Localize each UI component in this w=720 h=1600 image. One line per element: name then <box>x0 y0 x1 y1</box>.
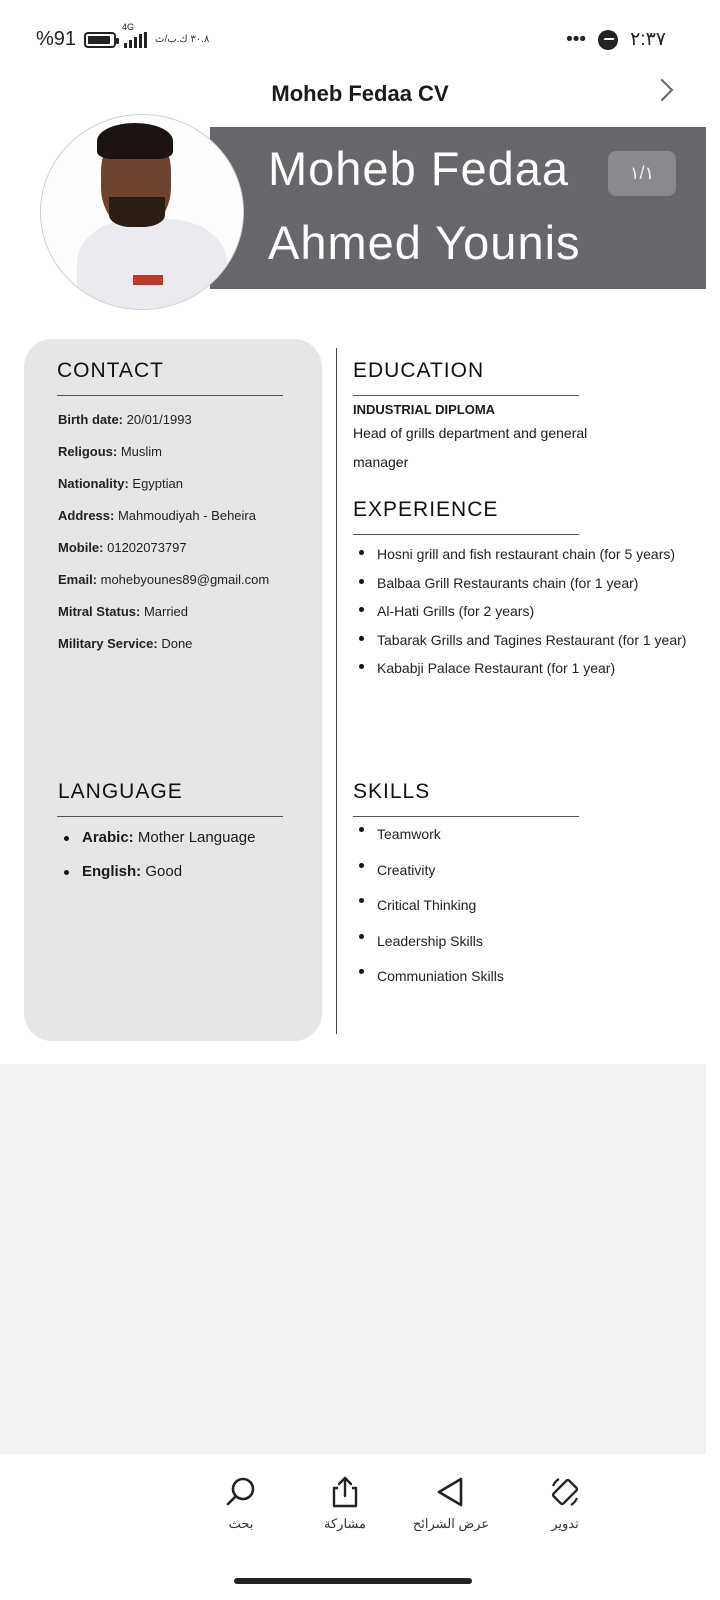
contact-birth-date: Birth date: 20/01/1993 <box>58 412 192 427</box>
search-label: بحث <box>228 1516 254 1531</box>
contact-religion: Religous: Muslim <box>58 444 163 459</box>
name-header-band <box>210 127 706 289</box>
contact-rule <box>57 395 283 396</box>
skill-item: Communiation Skills <box>359 959 504 995</box>
slideshow-label: عرض الشرائح <box>412 1516 490 1531</box>
education-heading: EDUCATION <box>353 359 485 382</box>
rotate-icon <box>547 1474 583 1510</box>
rotate-label: تدوير <box>551 1516 579 1531</box>
rotate-button[interactable] <box>510 1474 620 1532</box>
document-page[interactable] <box>0 118 706 1064</box>
profile-photo <box>40 114 244 310</box>
battery-percent: %91 <box>36 28 77 50</box>
language-item: English: Good <box>64 863 255 880</box>
education-degree: INDUSTRIAL DIPLOMA <box>353 402 496 417</box>
experience-item: Balbaa Grill Restaurants chain (for 1 year) <box>359 569 689 598</box>
bottom-toolbar <box>0 1454 720 1600</box>
messenger-icon <box>598 30 618 50</box>
skill-item: Teamwork <box>359 817 504 853</box>
skill-item: Creativity <box>359 853 504 889</box>
name-line-2: Ahmed Younis <box>268 216 581 269</box>
more-dots-icon: ••• <box>566 28 587 50</box>
search-icon <box>223 1474 259 1510</box>
network-type: 4G <box>122 21 135 32</box>
clock: ٢:٣٧ <box>630 29 666 50</box>
status-right <box>566 28 666 51</box>
experience-item: Tabarak Grills and Tagines Restaurant (for 1 year) <box>359 626 689 655</box>
contact-heading: CONTACT <box>57 359 164 382</box>
play-triangle-icon <box>433 1474 469 1510</box>
experience-item: Kababji Palace Restaurant (for 1 year) <box>359 654 689 683</box>
name-line-1: Moheb Fedaa <box>268 142 570 195</box>
share-icon <box>327 1474 363 1510</box>
skills-list <box>359 817 504 995</box>
education-rule <box>353 395 579 396</box>
experience-list <box>359 540 689 683</box>
contact-address: Address: Mahmoudiyah - Beheira <box>58 508 256 523</box>
skill-item: Leadership Skills <box>359 924 504 960</box>
contact-military-service: Military Service: Done <box>58 636 193 651</box>
language-heading: LANGUAGE <box>58 780 183 803</box>
document-title: Moheb Fedaa CV <box>271 81 449 106</box>
battery-icon <box>84 32 116 48</box>
experience-heading: EXPERIENCE <box>353 498 499 521</box>
viewer-background <box>0 1064 706 1454</box>
column-divider <box>336 348 337 1034</box>
skill-item: Critical Thinking <box>359 888 504 924</box>
language-item: Arabic: Mother Language <box>64 829 255 846</box>
experience-rule <box>353 534 579 535</box>
status-left <box>36 21 210 51</box>
status-bar <box>0 0 720 78</box>
data-speed: ٣٠.٨ ك.ب/ث <box>155 33 210 45</box>
slideshow-button[interactable] <box>396 1474 506 1532</box>
page-indicator: ١/١ <box>608 151 676 196</box>
experience-item: Al-Hati Grills (for 2 years) <box>359 597 689 626</box>
education-description: Head of grills department and general manager <box>353 425 588 470</box>
skills-heading: SKILLS <box>353 780 431 803</box>
search-button[interactable] <box>186 1474 296 1532</box>
share-button[interactable] <box>290 1474 400 1532</box>
home-indicator[interactable] <box>234 1578 472 1584</box>
contact-email: Email: mohebyounes89@gmail.com <box>58 572 270 587</box>
language-list <box>64 829 255 897</box>
signal-icon <box>122 21 147 48</box>
contact-mobile: Mobile: 01202073797 <box>58 540 187 555</box>
contact-panel <box>24 339 322 1041</box>
language-rule <box>57 816 283 817</box>
contact-marital-status: Mitral Status: Married <box>58 604 189 619</box>
experience-item: Hosni grill and fish restaurant chain (for 5 years) <box>359 540 689 569</box>
contact-nationality: Nationality: Egyptian <box>58 476 183 491</box>
document-title-bar <box>0 78 720 118</box>
share-label: مشاركة <box>324 1516 366 1531</box>
